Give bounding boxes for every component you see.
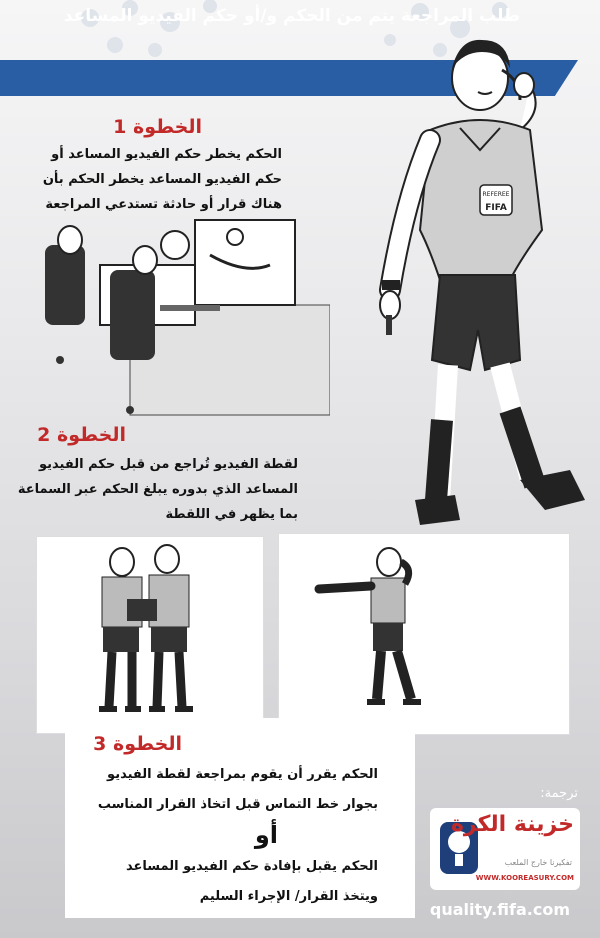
- step1-line: حكم الفيديو المساعد يخطر الحكم بأن: [42, 172, 282, 187]
- logo-title: خزينة الكرة: [450, 812, 574, 837]
- step3-line: بجوار خط التماس قبل اتخاذ القرار المناسب: [97, 797, 378, 812]
- panel-referees-review: [36, 536, 264, 734]
- source-site: quality.fifa.com: [429, 900, 570, 919]
- banner-title: طلب المراجعة يتم من الحكم و/أو حكم الفيديو المساعد: [63, 6, 520, 26]
- video-room-illustration: [30, 215, 330, 425]
- badge-fifa-text: FIFA: [485, 203, 507, 213]
- step3-or: أو: [254, 821, 278, 849]
- step2-line: بما يظهر في اللقطة: [165, 507, 298, 522]
- step3-line: الحكم يقرر أن يقوم بمراجعة لقطة الفيديو: [107, 767, 378, 782]
- two-referees-illustration: [37, 537, 263, 733]
- step1-line: الحكم يخطر حكم الفيديو المساعد أو: [51, 147, 282, 162]
- step2-title: الخطوة 2: [37, 424, 126, 446]
- badge-referee-text: REFEREE: [482, 191, 510, 198]
- translation-label: ترجمة:: [540, 786, 578, 801]
- referee-illustration: [370, 30, 595, 550]
- logo-url: WWW.KOOREASURY.COM: [475, 874, 574, 882]
- step1-title: الخطوة 1: [113, 116, 202, 138]
- logo-slogan: تفكيرنا خارج الملعب: [504, 858, 572, 867]
- referee-signal-illustration: [279, 534, 569, 734]
- step3-body-2: [68, 852, 378, 912]
- step1-body: [0, 142, 282, 217]
- step2-body: [0, 452, 298, 527]
- step2-line: المساعد الذي بدوره يبلغ الحكم عبر السماعة: [17, 482, 298, 497]
- panel-referee-signal: [278, 533, 570, 735]
- kooreasury-logo: [430, 808, 580, 890]
- step3-title: الخطوة 3: [93, 733, 182, 755]
- step3-line: ويتخذ القرار/ الإجراء السليم: [199, 889, 378, 904]
- step3-body: [68, 760, 378, 820]
- step2-line: لقطة الفيديو تُراجع من قبل حكم الفيديو: [39, 457, 298, 472]
- step3-line: الحكم يقبل بإفادة حكم الفيديو المساعد: [126, 859, 378, 874]
- step1-line: هناك قرار أو حادثة تستدعي المراجعة: [45, 197, 282, 212]
